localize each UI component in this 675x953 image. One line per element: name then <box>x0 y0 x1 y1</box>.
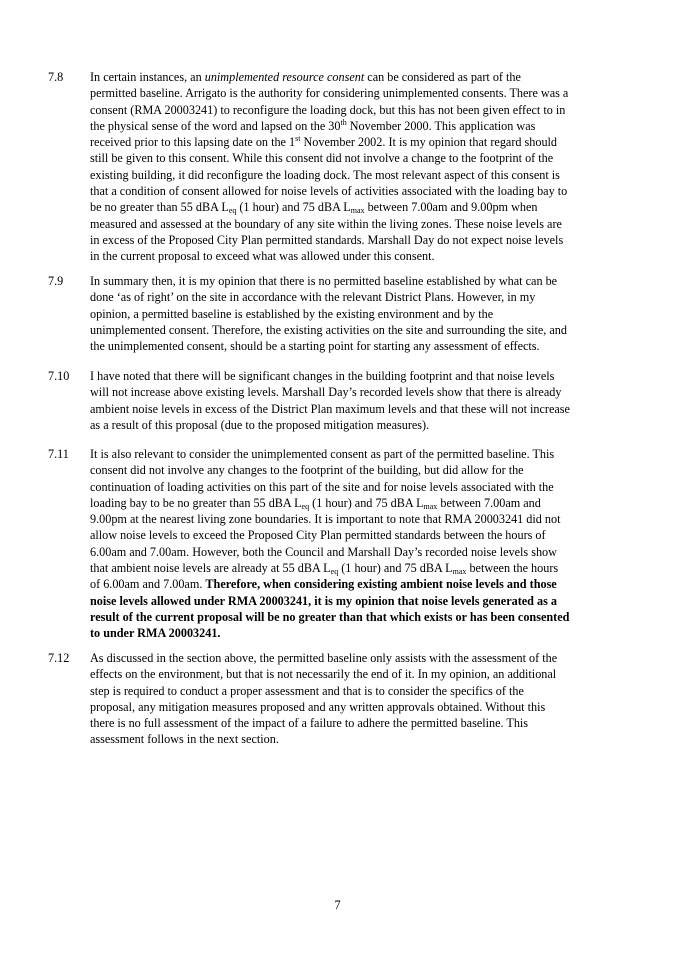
text-line <box>90 699 633 715</box>
text-run: measured and assessed at the boundary of any site within the living zones. These noise levels are <box>90 216 562 231</box>
text-run: allow noise levels to exceed the Proposed City Plan permitted standards between the hours of <box>90 528 546 543</box>
text-line <box>90 183 633 199</box>
text-line <box>90 273 633 289</box>
paragraph-text <box>90 446 633 642</box>
text-line <box>90 576 633 592</box>
text-run: assessment follows in the next section. <box>90 732 279 747</box>
text-run: received prior to this lapsing date on the 1 <box>90 135 296 150</box>
text-run: (1 hour) and 75 dBA L <box>338 561 453 576</box>
paragraph-number: 7.12 <box>48 651 70 665</box>
text-line <box>90 715 633 731</box>
text-line <box>90 134 633 150</box>
text-line <box>90 511 633 527</box>
text-run: of 6.00am and 7.00am. <box>90 577 206 592</box>
text-line <box>90 199 633 215</box>
text-line <box>90 462 633 478</box>
text-line <box>90 232 633 248</box>
text-run: continuation of loading activities on this part of the site and for noise levels associated with the <box>90 479 554 494</box>
text-run: in excess of the Proposed City Plan permitted standards. Marshall Day do not expect noise levels <box>90 232 564 247</box>
text-line <box>90 69 633 85</box>
text-line <box>90 150 633 166</box>
subscript-run: eq <box>301 501 310 511</box>
text-run: there is no full assessment of the impact of a failure to adhere the permitted baseline. This <box>90 716 529 731</box>
paragraph-number: 7.9 <box>48 274 64 288</box>
text-run: between the hours <box>466 561 559 576</box>
text-line <box>90 446 633 462</box>
text-run: 6.00am and 7.00am. However, both the Council and Marshall Day’s recorded noise levels show <box>90 544 557 559</box>
text-line <box>90 338 633 354</box>
text-run: As discussed in the section above, the permitted baseline only assists with the assessment of the <box>90 651 558 665</box>
paragraph-text <box>90 273 633 354</box>
text-run: proposal, any mitigation measures proposed and any written approvals obtained. Without this <box>90 699 546 714</box>
text-run: that a condition of consent allowed for noise levels of activities associated with the loading bay to <box>90 184 568 199</box>
paragraph-7-9 <box>48 273 633 354</box>
text-line <box>90 593 633 609</box>
text-run: will not increase above existing levels. Marshall Day’s recorded levels show that there is already <box>90 385 562 400</box>
text-run: In summary then, it is my opinion that there is no permitted baseline established by what can be <box>90 274 558 288</box>
text-run: between 7.00am and <box>437 495 541 510</box>
text-line <box>90 102 633 118</box>
text-run: still be given to this consent. While this consent did not involve a change to the footprint of the <box>90 151 554 166</box>
page-number: 7 <box>334 898 341 912</box>
text-line <box>90 216 633 232</box>
paragraph-number: 7.8 <box>48 70 64 84</box>
bold-run: result of the current proposal will be no greater than that which exists or has been consented <box>90 609 570 624</box>
text-line <box>90 731 633 747</box>
text-line <box>90 544 633 560</box>
text-run: (1 hour) and 75 dBA L <box>236 200 351 215</box>
text-line <box>90 85 633 101</box>
subscript-run: max <box>452 567 467 577</box>
text-run: consent (RMA 20003241) to reconfigure the loading dock, but this has not been given effect to in <box>90 102 566 117</box>
text-line <box>90 248 633 264</box>
text-run: November 2002. It is my opinion that regard should <box>300 135 558 150</box>
text-line <box>90 683 633 699</box>
text-line <box>90 666 633 682</box>
subscript-run: eq <box>228 206 237 216</box>
text-line <box>90 495 633 511</box>
paragraph-7-12 <box>48 650 633 748</box>
text-line <box>90 322 633 338</box>
subscript-run: max <box>423 501 438 511</box>
paragraph-text <box>90 650 633 748</box>
text-run: unimplemented consent. Therefore, the existing activities on the site and surrounding the site, and <box>90 322 567 337</box>
text-run: as a result of this proposal (due to the proposed mitigation measures). <box>90 417 430 432</box>
text-line <box>90 401 633 417</box>
text-run: loading bay to be no greater than 55 dBA L <box>90 495 302 510</box>
bold-run: to under RMA 20003241. <box>90 626 221 641</box>
text-run: that ambient noise levels are already at 55 dBA L <box>90 561 331 576</box>
text-line <box>90 527 633 543</box>
text-line <box>90 417 633 433</box>
text-run: be no greater than 55 dBA L <box>90 200 229 215</box>
text-line <box>90 560 633 576</box>
text-run: existing building, it did reconfigure the loading dock. The most relevant aspect of this consent is <box>90 167 560 182</box>
text-run: in the current proposal to exceed what was allowed under this consent. <box>90 249 435 264</box>
paragraph-7-10 <box>48 368 633 433</box>
text-run: November 2000. This application was <box>346 118 536 133</box>
text-run: can be considered as part of the <box>364 70 521 84</box>
text-run: done ‘as of right’ on the site in accordance with the relevant District Plans. However, in my <box>90 290 536 305</box>
text-run: step is required to conduct a proper assessment and that is to consider the specifics of the <box>90 683 524 698</box>
paragraph-7-8 <box>48 69 633 265</box>
text-run: It is also relevant to consider the unimplemented consent as part of the permitted baseline. This <box>90 447 555 461</box>
text-run: permitted baseline. Arrigato is the authority for considering unimplemented consents. There was a <box>90 86 569 101</box>
paragraph-7-11 <box>48 446 633 642</box>
text-run: I have noted that there will be significant changes in the building footprint and that noise levels <box>90 369 555 383</box>
text-line <box>90 306 633 322</box>
superscript-run: st <box>295 134 301 144</box>
text-run: the unimplemented consent, should be a starting point for starting any assessment of effects. <box>90 339 540 354</box>
subscript-run: max <box>350 206 365 216</box>
text-run: ambient noise levels in excess of the District Plan maximum levels and that these will not increase <box>90 401 570 416</box>
bold-run: noise levels allowed under RMA 20003241, it is my opinion that noise levels generated as a <box>90 593 557 608</box>
text-line <box>90 167 633 183</box>
bold-run: Therefore, when considering existing ambient noise levels and those <box>205 577 557 592</box>
text-run: consent did not involve any changes to the footprint of the building, but did allow for the <box>90 463 524 478</box>
text-run: between 7.00am and 9.00pm when <box>364 200 538 215</box>
superscript-run: th <box>340 117 347 127</box>
text-run: effects on the environment, but that is not necessarily the end of it. In my opinion, an additional <box>90 667 557 682</box>
subscript-run: eq <box>330 567 339 577</box>
paragraph-text <box>90 69 633 265</box>
text-line <box>90 479 633 495</box>
text-run: the physical sense of the word and lapsed on the 30 <box>90 118 341 133</box>
text-line <box>90 289 633 305</box>
text-run: In certain instances, an <box>90 70 205 84</box>
text-line <box>90 368 633 384</box>
paragraph-text <box>90 368 633 433</box>
text-run: (1 hour) and 75 dBA L <box>309 495 424 510</box>
text-line <box>90 625 633 641</box>
text-line <box>90 384 633 400</box>
text-line <box>90 118 633 134</box>
paragraph-number: 7.11 <box>48 447 69 461</box>
italic-run: unimplemented resource consent <box>204 70 365 84</box>
text-run: opinion, a permitted baseline is established by the existing environment and by the <box>90 306 494 321</box>
text-run: 9.00pm at the nearest living zone boundaries. It is important to note that RMA 20003241 did not <box>90 512 561 527</box>
text-line <box>90 650 633 666</box>
paragraph-number: 7.10 <box>48 369 70 383</box>
text-line <box>90 609 633 625</box>
